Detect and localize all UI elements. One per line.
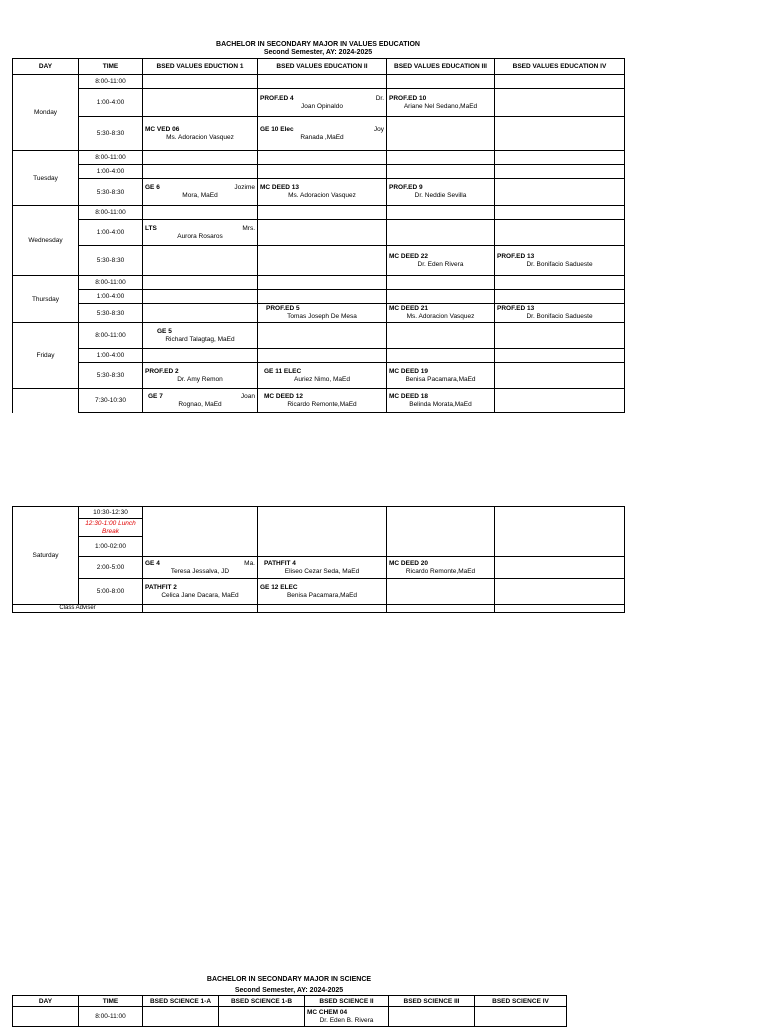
- time-cell: 5:00-8:00: [79, 579, 143, 605]
- schedule-cell: [495, 151, 625, 165]
- day-monday: Monday: [13, 75, 79, 151]
- schedule-cell: [495, 389, 625, 413]
- time-cell: 1:00-4:00: [79, 89, 143, 117]
- schedule-cell: [387, 323, 495, 349]
- course-code: MC DEED 21: [389, 305, 429, 312]
- time-cell: 1:00-4:00: [79, 220, 143, 246]
- schedule-cell: [387, 579, 495, 605]
- course-code: MC DEED 20: [389, 559, 429, 567]
- time-cell: 5:30-8:30: [79, 363, 143, 389]
- schedule-cell: [387, 89, 495, 117]
- schedule-cell: [495, 290, 625, 304]
- schedule-cell: [387, 117, 495, 151]
- schedule-cell: [143, 304, 258, 323]
- schedule-cell: [495, 220, 625, 246]
- schedule-cell: [258, 75, 387, 89]
- schedule-cell: [495, 179, 625, 206]
- schedule-cell: [387, 389, 495, 413]
- time-cell: 8:00-11:00: [79, 75, 143, 89]
- table-row: [13, 507, 625, 519]
- schedule-cell: [387, 179, 495, 206]
- schedule-cell: [387, 304, 495, 323]
- course-code: PATHFIT 4: [264, 559, 296, 567]
- schedule-cell: [495, 349, 625, 363]
- course-code: MC DEED 19: [389, 367, 429, 375]
- ve-schedule-table-continued: [12, 506, 625, 613]
- table-row: [13, 117, 625, 151]
- instructor-title: Joan: [240, 392, 255, 400]
- day-thursday: Thursday: [13, 276, 79, 323]
- schedule-cell: [495, 165, 625, 179]
- time-cell: 1:00-4:00: [79, 290, 143, 304]
- sci-subtitle: Second Semester, AY: 2024-2025: [234, 987, 344, 994]
- schedule-cell: [387, 557, 495, 579]
- schedule-cell: [495, 557, 625, 579]
- course-code: MC CHEM 04: [307, 1008, 348, 1016]
- time-cell: 1:00-4:00: [79, 165, 143, 179]
- schedule-cell: [143, 151, 258, 165]
- table-row: [13, 349, 625, 363]
- schedule-cell: [143, 246, 258, 276]
- schedule-cell: [258, 246, 387, 276]
- table-row: [13, 206, 625, 220]
- instructor-title: Ma.: [244, 559, 255, 567]
- schedule-cell: [143, 89, 258, 117]
- instructor-name: Dr. Bonifacio Sadueste: [526, 260, 593, 268]
- schedule-cell: [387, 151, 495, 165]
- schedule-cell: [387, 290, 495, 304]
- table-row: [13, 363, 625, 389]
- schedule-cell: [495, 323, 625, 349]
- instructor-name: Dr. Bonifacio Sadueste: [526, 313, 593, 320]
- instructor-name: Richard Talagtag, MaEd: [165, 335, 235, 343]
- table-row: [13, 165, 625, 179]
- instructor-name: Ranada ,MaEd: [300, 133, 344, 141]
- day-tuesday: Tuesday: [13, 151, 79, 206]
- schedule-cell: [495, 117, 625, 151]
- schedule-cell: [258, 605, 387, 613]
- table-row: [13, 276, 625, 290]
- schedule-cell: [495, 363, 625, 389]
- instructor-name: Ms. Adoracion Vasquez: [406, 313, 475, 320]
- schedule-cell: [387, 605, 495, 613]
- instructor-title: Joy: [373, 125, 384, 133]
- table-row: [13, 579, 625, 605]
- course-code: GE 4: [145, 559, 160, 567]
- schedule-cell: [258, 220, 387, 246]
- course-code: PATHFIT 2: [145, 583, 177, 591]
- ve-title-line: BACHELOR IN SECONDARY MAJOR IN VALUES EDUCATION: [216, 41, 420, 48]
- schedule-cell: [258, 165, 387, 179]
- schedule-cell: [258, 151, 387, 165]
- schedule-cell: [258, 363, 387, 389]
- course-code: GE 6: [145, 184, 160, 191]
- col-header-sci1a: BSED SCIENCE 1-A: [143, 996, 219, 1007]
- instructor-name: Dr. Eden Rivera: [417, 260, 464, 268]
- schedule-cell: [258, 276, 387, 290]
- instructor-name: Ariane Nel Sedano,MaEd: [403, 102, 478, 110]
- instructor-name: Dr. Eden B. Rivera: [319, 1016, 374, 1024]
- time-cell: 8:00-11:00: [79, 323, 143, 349]
- instructor-name: Benisa Pacamara,MaEd: [286, 591, 358, 599]
- schedule-cell: [143, 206, 258, 220]
- instructor-name: Ricardo Remonte,MaEd: [405, 567, 476, 575]
- schedule-cell: [495, 206, 625, 220]
- schedule-cell: [258, 507, 387, 557]
- instructor-name: Dr. Neddie Sevilla: [414, 192, 467, 199]
- instructor-name: Ricardo Remonte,MaEd: [287, 400, 357, 408]
- table-row: [13, 605, 625, 613]
- time-cell: 8:00-11:00: [79, 1007, 143, 1027]
- table-row: [13, 75, 625, 89]
- instructor-name: Belinda Morata,MaEd: [409, 400, 472, 408]
- schedule-cell: [143, 179, 258, 206]
- schedule-cell: [495, 579, 625, 605]
- schedule-cell: [258, 389, 387, 413]
- instructor-name: Aurora Rosaros: [177, 232, 223, 240]
- table-row: [13, 220, 625, 246]
- time-cell: 1:00-02:00: [79, 537, 143, 557]
- class-adviser-label: Class Adviser: [13, 605, 143, 613]
- col-header-time: TIME: [79, 59, 143, 75]
- table-row: [13, 89, 625, 117]
- day-cell-empty: [13, 389, 79, 413]
- schedule-cell: [495, 276, 625, 290]
- course-code: GE 10 Elec: [260, 125, 294, 133]
- instructor-name: Mora, MaEd: [182, 192, 218, 199]
- table-row: [13, 290, 625, 304]
- instructor-name: Celica Jane Dacara, MaEd: [161, 591, 239, 599]
- time-cell: 5:30-8:30: [79, 246, 143, 276]
- sci-title-line: BACHELOR IN SECONDARY MAJOR IN SCIENCE: [206, 976, 372, 983]
- course-code: PROF.ED 9: [389, 184, 423, 191]
- schedule-cell: [143, 75, 258, 89]
- ve-header-row: [13, 59, 625, 75]
- ve-title: [12, 41, 624, 57]
- schedule-cell: [387, 276, 495, 290]
- course-code: PROF.ED 4: [260, 94, 294, 102]
- time-cell: 8:00-11:00: [79, 276, 143, 290]
- instructor-name: Eliseo Cezar Seda, MaEd: [284, 567, 360, 575]
- time-cell: 7:30-10:30: [79, 389, 143, 413]
- course-code: PROF.ED 13: [497, 252, 535, 260]
- schedule-cell: [258, 89, 387, 117]
- schedule-cell: [258, 117, 387, 151]
- course-code: GE 7: [148, 392, 163, 400]
- instructor-title: Dr.: [375, 94, 384, 102]
- col-header-ve1: BSED VALUES EDUCTION 1: [143, 59, 258, 75]
- schedule-cell: [258, 323, 387, 349]
- schedule-cell: [495, 89, 625, 117]
- instructor-name: Joan Opinaldo: [301, 102, 343, 110]
- instructor-title: Mrs.: [242, 224, 255, 232]
- time-cell: 1:00-4:00: [79, 349, 143, 363]
- instructor-name: Auriez Nimo, MaEd: [294, 375, 350, 383]
- schedule-cell: [387, 206, 495, 220]
- col-header-ve4: BSED VALUES EDUCATION IV: [495, 59, 625, 75]
- col-header-sci1b: BSED SCIENCE 1-B: [219, 996, 305, 1007]
- ve-schedule-table: [12, 58, 625, 413]
- schedule-cell: [143, 276, 258, 290]
- sci-header-row: [13, 996, 567, 1007]
- time-cell: 5:30-8:30: [79, 179, 143, 206]
- schedule-cell: [143, 220, 258, 246]
- schedule-cell: [387, 165, 495, 179]
- time-cell: 5:30-8:30: [79, 117, 143, 151]
- lunch-break-note: 12:30-1:00 Lunch Break: [79, 519, 143, 537]
- course-code: LTS: [145, 224, 157, 232]
- schedule-cell: [387, 507, 495, 557]
- col-header-time: TIME: [79, 996, 143, 1007]
- schedule-cell: [143, 165, 258, 179]
- schedule-cell: [495, 75, 625, 89]
- schedule-cell: [143, 117, 258, 151]
- course-code: PROF.ED 2: [145, 367, 179, 375]
- col-header-sci4: BSED SCIENCE IV: [475, 996, 567, 1007]
- instructor-name: Benisa Pacamara,MaEd: [405, 375, 476, 383]
- table-row: [13, 389, 625, 413]
- col-header-ve2: BSED VALUES EDUCATION II: [258, 59, 387, 75]
- instructor-name: Teresa Jessalva, JD: [170, 567, 230, 575]
- schedule-cell: [495, 304, 625, 323]
- schedule-cell: [258, 557, 387, 579]
- course-code: MC DEED 22: [389, 252, 429, 260]
- time-cell: 2:00-5:00: [79, 557, 143, 579]
- schedule-cell: [495, 507, 625, 557]
- time-cell: 10:30-12:30: [79, 507, 143, 519]
- col-header-sci2: BSED SCIENCE II: [305, 996, 389, 1007]
- schedule-cell: [143, 389, 258, 413]
- course-code: GE 12 ELEC: [260, 583, 298, 591]
- col-header-day: DAY: [13, 996, 79, 1007]
- day-saturday: Saturday: [13, 507, 79, 605]
- course-code: GE 11 ELEC: [264, 367, 302, 375]
- ve-subtitle: Second Semester, AY: 2024-2025: [263, 49, 373, 56]
- schedule-cell: [387, 220, 495, 246]
- instructor-title: Jozime: [234, 184, 255, 191]
- instructor-name: Rognao, MaEd: [178, 400, 222, 408]
- schedule-cell: [258, 206, 387, 220]
- course-code: PROF.ED 5: [266, 305, 300, 312]
- day-friday: Friday: [13, 323, 79, 389]
- schedule-cell: [258, 349, 387, 363]
- schedule-cell: [258, 304, 387, 323]
- table-row: [13, 323, 625, 349]
- course-code: GE 5: [157, 327, 172, 335]
- schedule-cell: [495, 246, 625, 276]
- instructor-name: Ms. Adoracion Vasquez: [166, 133, 234, 141]
- sci-schedule-table: [12, 995, 567, 1027]
- sci-title: [12, 976, 566, 995]
- course-code: PROF.ED 10: [389, 94, 427, 102]
- schedule-cell: [258, 290, 387, 304]
- course-code: PROF.ED 13: [497, 305, 535, 312]
- schedule-cell: [495, 605, 625, 613]
- schedule-cell: [143, 507, 258, 557]
- schedule-cell: [143, 579, 258, 605]
- schedule-cell: [143, 557, 258, 579]
- schedule-cell: [143, 290, 258, 304]
- schedule-cell: [143, 605, 258, 613]
- schedule-cell: [258, 179, 387, 206]
- col-header-ve3: BSED VALUES EDUCATION III: [387, 59, 495, 75]
- course-code: MC VED 06: [145, 125, 180, 133]
- time-cell: 8:00-11:00: [79, 206, 143, 220]
- schedule-cell: [143, 363, 258, 389]
- col-header-day: DAY: [13, 59, 79, 75]
- schedule-cell: [387, 246, 495, 276]
- table-row: [13, 151, 625, 165]
- time-cell: 5:30-8:30: [79, 304, 143, 323]
- schedule-cell: [258, 579, 387, 605]
- instructor-name: Tomas Joseph De Mesa: [287, 313, 357, 320]
- course-code: MC DEED 12: [264, 392, 304, 400]
- instructor-name: Dr. Amy Remon: [177, 375, 223, 383]
- table-row: [13, 304, 625, 323]
- col-header-sci3: BSED SCIENCE III: [389, 996, 475, 1007]
- schedule-cell: [387, 75, 495, 89]
- schedule-cell: [387, 349, 495, 363]
- schedule-cell: [143, 349, 258, 363]
- instructor-name: Ms. Adoracion Vasquez: [288, 192, 356, 199]
- course-code: MC DEED 18: [389, 392, 429, 400]
- schedule-cell: [143, 323, 258, 349]
- time-cell: 8:00-11:00: [79, 151, 143, 165]
- table-row: [13, 557, 625, 579]
- schedule-cell: [387, 363, 495, 389]
- table-row: [13, 246, 625, 276]
- course-code: MC DEED 13: [260, 184, 300, 191]
- table-row: [13, 179, 625, 206]
- day-wednesday: Wednesday: [13, 206, 79, 276]
